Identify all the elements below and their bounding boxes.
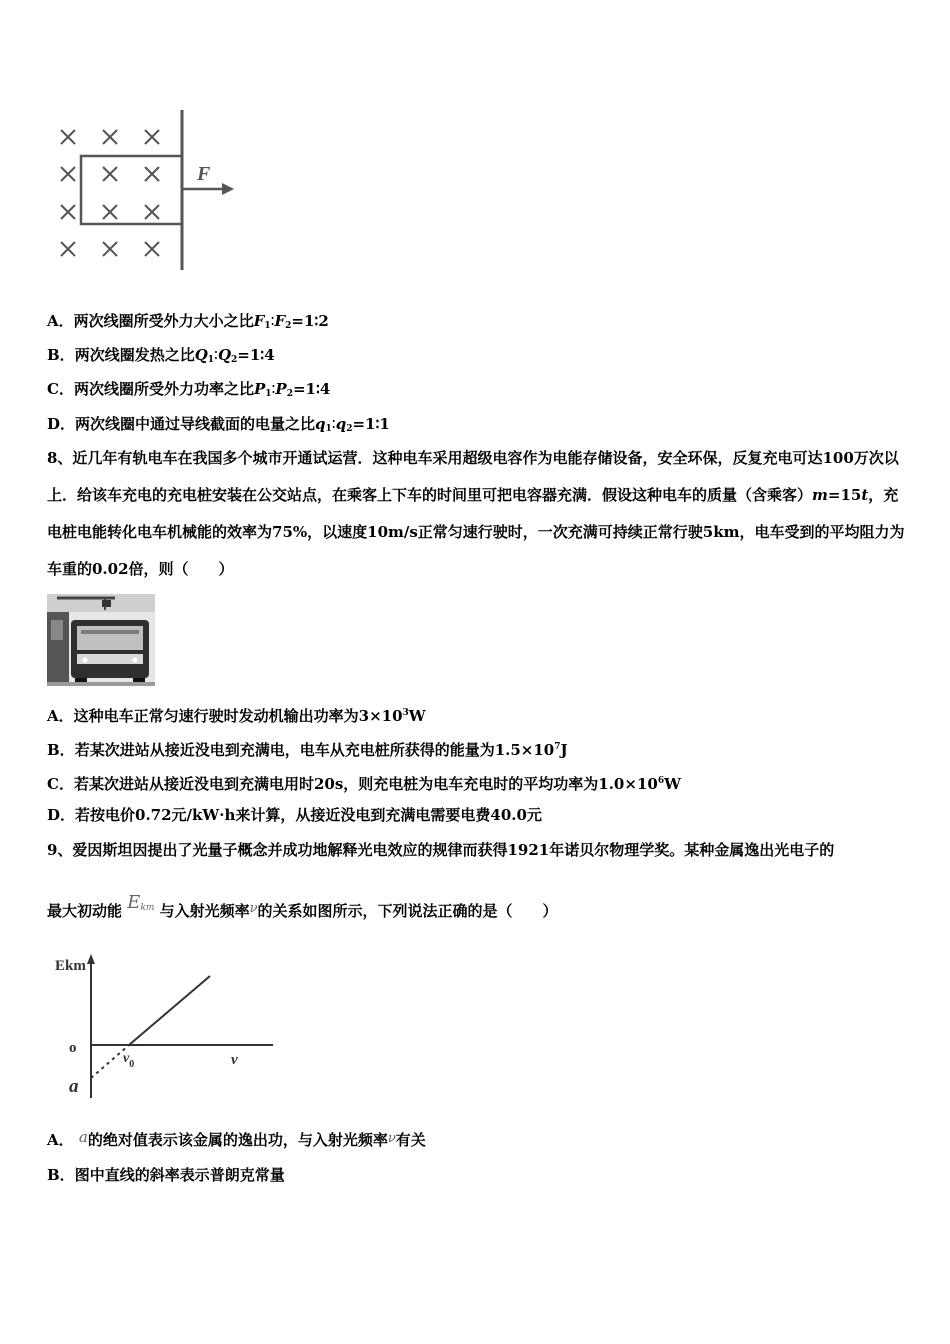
q7-option-d[interactable]: D．两次线圈中通过导线截面的电量之比$q_1∶q_2=1∶1$ bbox=[47, 415, 390, 434]
q8-option-b[interactable]: B．若某次进站从接近没电到充满电，电车从充电桩所获得的能量为$1.5\times 10^7J$ bbox=[47, 741, 568, 759]
force-arrowhead bbox=[222, 183, 234, 195]
tram-charging-photo bbox=[47, 594, 155, 686]
ekm-vs-frequency-graph bbox=[55, 948, 285, 1100]
option-letter: B． bbox=[47, 1166, 75, 1184]
nu-symbol: ν bbox=[249, 901, 258, 916]
field-cross-marks bbox=[61, 130, 159, 256]
nu0-label: $\nu_0$ bbox=[123, 1051, 135, 1070]
q9-option-b[interactable]: B．图中直线的斜率表示普朗克常量 bbox=[47, 1166, 285, 1184]
q8-option-c[interactable]: C．若某次进站从接近没电到充满电用时20s，则充电桩为电车充电时的平均功率为$1.0\times 10^6W$ bbox=[47, 775, 681, 793]
field-cross bbox=[145, 242, 159, 256]
intercept-a-label: a bbox=[69, 1076, 79, 1097]
field-cross bbox=[145, 205, 159, 219]
field-cross bbox=[103, 130, 117, 144]
ekm-symbol: $E_{km}$ bbox=[127, 892, 155, 913]
field-cross bbox=[103, 242, 117, 256]
force-label: F bbox=[197, 163, 211, 185]
field-cross bbox=[61, 242, 75, 256]
q7-option-c[interactable]: C．两次线圈所受外力功率之比$P_1∶P_2=1∶4$ bbox=[47, 380, 331, 399]
q9-stem-line2: 最大初动能 $E_{km}$ 与入射光频率ν的关系如图所示，下列说法正确的是（ ） bbox=[47, 892, 558, 920]
field-cross bbox=[145, 130, 159, 144]
magnetic-field-figure bbox=[50, 105, 250, 275]
y-axis-label: Ekm bbox=[55, 958, 86, 974]
field-cross bbox=[103, 167, 117, 181]
option-letter: C． bbox=[47, 380, 74, 398]
x-axis-label: ν bbox=[231, 1052, 238, 1068]
field-cross bbox=[61, 130, 75, 144]
option-letter: D． bbox=[47, 806, 76, 824]
option-letter: B． bbox=[47, 346, 75, 364]
option-letter: A． bbox=[47, 312, 74, 330]
option-letter: A． bbox=[47, 707, 74, 725]
q8-option-d[interactable]: D．若按电价0.72元/kW·h来计算，从接近没电到充满电需要电费40.0元 bbox=[47, 806, 542, 824]
ekm-line bbox=[129, 976, 210, 1045]
field-cross bbox=[61, 167, 75, 181]
q8-option-a[interactable]: A．这种电车正常匀速行驶时发动机输出功率为$3\times 10^3W$ bbox=[47, 707, 426, 725]
y-axis-arrow bbox=[87, 954, 95, 964]
q7-option-b[interactable]: B．两次线圈发热之比$Q_1∶Q_2=1∶4$ bbox=[47, 346, 275, 365]
q9-option-a[interactable]: A． a的绝对值表示该金属的逸出功，与入射光频率ν有关 bbox=[47, 1128, 426, 1149]
origin-label: o bbox=[69, 1040, 77, 1056]
option-letter: A． bbox=[47, 1131, 74, 1149]
coil-loop bbox=[81, 156, 182, 224]
field-cross bbox=[145, 167, 159, 181]
symbol-a: a bbox=[78, 1128, 88, 1146]
option-letter: C． bbox=[47, 775, 74, 793]
field-cross bbox=[103, 205, 117, 219]
q8-stem: 8、近几年有轨电车在我国多个城市开通试运营．这种电车采用超级电容作为电能存储设备，安全环保，反复充电可达100万次以上．给该车充电的充电桩安装在公交站点，在乘客上下车的时间里可把电容器充满．假设这种电车的质量（含乘客）m=15t，充电桩电能转化电车机械能的效率为75%，以速度10m/s正常匀速行驶时，一次充满可持续正常行驶5km，电车受到的平均阻力为车重的0.02倍，则（ ） bbox=[47, 449, 905, 578]
option-letter: B． bbox=[47, 741, 75, 759]
option-letter: D． bbox=[47, 415, 76, 433]
q9-stem-line1: 9、爱因斯坦因提出了光量子概念并成功地解释光电效应的规律而获得1921年诺贝尔物理学奖。某种金属逸出光电子的 bbox=[47, 841, 835, 859]
q7-option-a[interactable]: A．两次线圈所受外力大小之比$F_1∶F_2=1∶2$ bbox=[47, 312, 329, 331]
field-cross bbox=[61, 205, 75, 219]
